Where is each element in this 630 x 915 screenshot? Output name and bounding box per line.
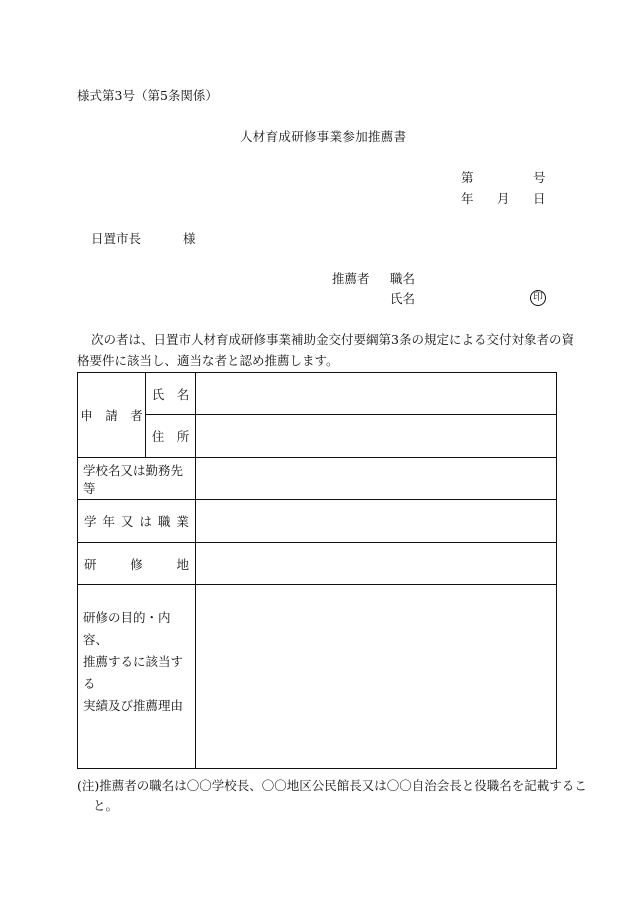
doc-number-dai: 第 xyxy=(461,170,474,185)
date-year: 年 xyxy=(461,191,474,206)
date-day: 日 xyxy=(533,191,546,206)
training-site-char: 地 xyxy=(176,556,189,572)
recommendation-table xyxy=(77,372,557,769)
purpose-label-line: 研修の目的・内容、 xyxy=(83,610,171,647)
grade-char: 年 xyxy=(102,514,115,529)
addressee-honorific: 様 xyxy=(183,231,196,246)
purpose-label-line: 実績及び推薦理由 xyxy=(83,698,184,713)
form-number: 様式第3号（第5条関係） xyxy=(77,88,218,103)
recommender-label: 推薦者 xyxy=(332,271,370,286)
grade-label-cell xyxy=(78,500,196,543)
grade-label xyxy=(78,512,195,530)
school-label: 学校名又は勤務先等 xyxy=(83,462,184,496)
purpose-label-cell xyxy=(78,585,196,769)
school-value-cell[interactable] xyxy=(196,458,557,500)
address-label-cell xyxy=(146,415,196,458)
addressee-name: 日置市長 xyxy=(91,231,142,246)
training-site-char: 研 xyxy=(84,556,97,572)
recommender-name-label: 氏名 xyxy=(390,291,416,306)
name-value-cell[interactable] xyxy=(196,373,557,415)
document-title: 人材育成研修事業参加推薦書 xyxy=(240,129,407,144)
note-line1: (注)推薦者の職名は〇〇学校長、〇〇地区公民館長又は〇〇自治会長と役職名を記載するこ xyxy=(77,778,587,793)
school-label-cell xyxy=(78,458,196,500)
grade-char: 学 xyxy=(84,514,97,529)
seal-mark: 印 xyxy=(530,290,546,306)
body-text-line2: 格要件に該当し、適当な者と認め推薦します。 xyxy=(77,353,339,368)
applicant-label: 申 請 者 xyxy=(80,408,143,423)
date-month: 月 xyxy=(497,191,510,206)
purpose-label-line: 推薦するに該当する xyxy=(83,654,184,691)
training-site-label-cell xyxy=(78,543,196,585)
note-line2: と。 xyxy=(93,798,119,813)
name-label: 氏 名 xyxy=(151,386,190,402)
applicant-label-cell xyxy=(78,373,146,458)
name-label-cell xyxy=(146,373,196,415)
grade-char: 業 xyxy=(176,514,189,529)
grade-char: は xyxy=(139,514,152,529)
grade-value-cell[interactable] xyxy=(196,500,557,543)
address-label: 住 所 xyxy=(151,429,190,444)
recommender-title-label: 職名 xyxy=(390,271,416,286)
training-site-char: 修 xyxy=(130,556,143,572)
training-site-value-cell[interactable] xyxy=(196,543,557,585)
grade-char: 職 xyxy=(157,514,171,529)
body-text-line1: 次の者は、日置市人材育成研修事業補助金交付要綱第3条の規定による交付対象者の資 xyxy=(91,332,574,347)
training-site-label xyxy=(78,555,195,573)
grade-char: 又 xyxy=(120,514,134,529)
address-value-cell[interactable] xyxy=(196,415,557,458)
doc-number-go: 号 xyxy=(533,170,546,185)
purpose-value-cell[interactable] xyxy=(196,585,557,769)
